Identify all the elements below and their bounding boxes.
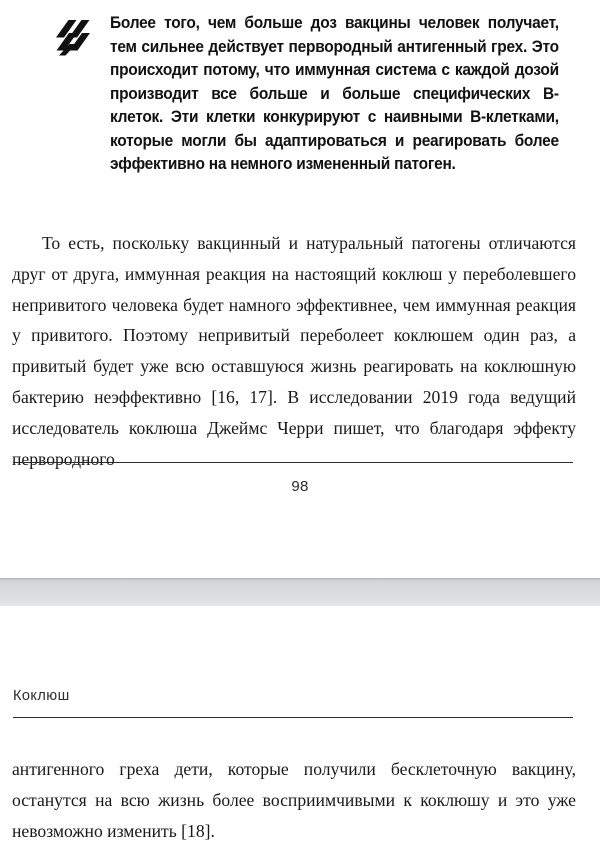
page-one-paragraph-text: То есть, поскольку вакцинный и натуральный патогены отличаются друг от друга, иммунная реакция на настоящий коклюш у переболевшего непривитого человека будет намного эффективнее, чем иммунная реакция у привитого. Поэтому непривитый переболеет коклюшем один раз, а привитый будет уже всю оставшуюся жизнь реагировать на коклюшную бактерию неэффективно [16, 17]. В исследовании 2019 года ведущий исследователь коклюша Джеймс Черри пишет, что благодаря эффекту первородного bbox=[12, 233, 576, 469]
page-number: 98 bbox=[291, 478, 309, 495]
page-separator-band bbox=[0, 578, 600, 606]
page-one-paragraph bbox=[12, 228, 576, 474]
page-two bbox=[0, 606, 600, 865]
page-two-paragraph-text: антигенного греха дети, которые получили бесклеточную вакцину, останутся на всю жизнь более восприимчивыми к коклюшу и это уже невозможно изменить [18]. bbox=[12, 759, 576, 841]
page-two-paragraph bbox=[12, 754, 576, 846]
running-head-title: Коклюш bbox=[13, 688, 70, 704]
footer-divider-rule bbox=[13, 462, 573, 463]
callout-text: Более того, чем больше доз вакцины человек получает, тем сильнее действует первородный антигенный грех. Это происходит потому, что иммунная система с каждой дозой производит все больше и больше специфических В-клеток. Эти клетки конкурируют с наивными В-клетками, которые могли бы адаптироваться и реагировать более эффективно на немного измененный патоген. bbox=[110, 14, 559, 173]
header-divider-rule bbox=[13, 717, 573, 718]
callout-blockquote bbox=[0, 12, 600, 177]
triple-slash-ornament-icon bbox=[0, 12, 110, 56]
